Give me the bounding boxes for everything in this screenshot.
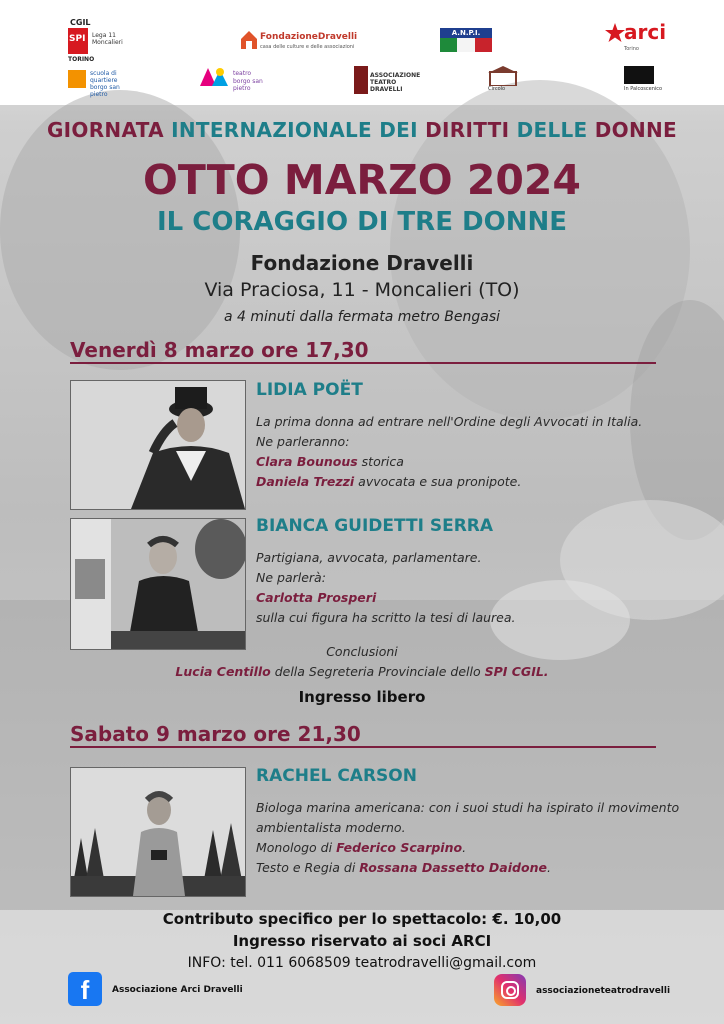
text-run: Biologa marina americana: con i suoi studi ha ispirato il movimento <box>256 800 680 815</box>
associazione-teatro-dravelli-logo: ASSOCIAZIONE TEATRO DRAVELLI <box>354 66 404 94</box>
text-run: sulla cui figura ha scritto la tesi di laurea. <box>256 610 516 625</box>
headline-part: INTERNAZIONALE DEI <box>171 118 426 142</box>
bianca-line <box>256 550 481 565</box>
rachel-line <box>256 860 551 875</box>
day1-date: Venerdì 8 marzo ore 17,30 <box>70 338 369 362</box>
rachel-carson-photo <box>70 767 246 897</box>
speaker-name: Lucia Centillo <box>175 664 271 679</box>
headline-part: DELLE <box>516 118 595 142</box>
teatro-logo: teatro borgo san pietro <box>200 64 280 90</box>
bianca-line <box>256 610 516 625</box>
theater-mask-icon <box>354 66 368 94</box>
lidia-line <box>256 454 404 469</box>
headline-part: GIORNATA <box>46 118 172 142</box>
facebook-icon: f <box>68 972 102 1006</box>
circolo-logo: Circolo <box>484 66 524 92</box>
ticket-price: Contributo specifico per lo spettacolo: €. 10,00 <box>162 910 562 928</box>
lidia-line <box>256 474 521 489</box>
lidia-line <box>256 414 642 429</box>
text-run: . <box>546 860 551 875</box>
day2-divider <box>70 746 656 748</box>
members-only: Ingresso riservato ai soci ARCI <box>232 932 492 950</box>
free-entry: Ingresso libero <box>298 688 426 706</box>
day1-divider <box>70 362 656 364</box>
conclusions-text <box>0 664 724 679</box>
building-icon <box>488 66 518 86</box>
subtitle: IL CORAGGIO DI TRE DONNE <box>157 207 567 237</box>
lidia-line <box>256 434 349 449</box>
text-run: Ne parleranno: <box>256 434 350 449</box>
conclusions-label: Conclusioni <box>326 644 398 659</box>
rachel-line <box>256 820 406 835</box>
author-name: Federico Scarpino <box>336 840 463 855</box>
text-run: avvocata e sua pronipote. <box>354 474 522 489</box>
bianca-line <box>256 570 326 585</box>
org-name: SPI CGIL. <box>484 664 549 679</box>
scuola-quartiere-logo: scuola di quartiere borgo san pietro <box>68 68 124 92</box>
speaker-name: Daniela Trezzi <box>256 474 355 489</box>
lidia-poet-photo <box>70 380 246 510</box>
venue-address: Via Praciosa, 11 - Moncalieri (TO) <box>204 279 520 301</box>
speaker-name: Clara Bounous <box>256 454 358 469</box>
contact-info: INFO: tel. 011 6068509 teatrodravelli@gmail.com <box>187 955 537 971</box>
orange-square-icon <box>68 70 86 88</box>
lidia-poet-name: LIDIA POËT <box>256 380 363 400</box>
speaker-name: Carlotta Prosperi <box>256 590 377 605</box>
instagram-icon <box>494 974 526 1006</box>
bianca-line <box>256 590 376 605</box>
rachel-carson-name: RACHEL CARSON <box>256 766 417 786</box>
instagram-link[interactable]: associazioneteatrodravelli <box>494 974 694 1008</box>
rachel-line <box>256 840 466 855</box>
arci-logo: arci Torino <box>604 20 660 56</box>
facebook-link[interactable]: f Associazione Arci Dravelli <box>68 972 268 1006</box>
headline-part: DIRITTI <box>425 118 517 142</box>
text-run: La prima donna ad entrare nell'Ordine degli Avvocati in Italia. <box>256 414 643 429</box>
metro-note: a 4 minuti dalla fermata metro Bengasi <box>223 309 501 325</box>
colored-shapes-icon <box>200 66 230 86</box>
spi-cgil-logo: CGIL SPI TORINO Lega 11 Moncalieri <box>68 18 123 63</box>
event-headline <box>0 118 724 142</box>
text-run: ambientalista moderno. <box>256 820 406 835</box>
day2-date: Sabato 9 marzo ore 21,30 <box>70 722 361 746</box>
text-run: della Segreteria Provinciale dello <box>270 664 485 679</box>
text-run: . <box>462 840 467 855</box>
black-rect-icon <box>624 66 654 84</box>
text-run: storica <box>357 454 404 469</box>
director-name: Rossana Dassetto Daidone <box>359 860 547 875</box>
text-run: Partigiana, avvocata, parlamentare. <box>256 550 482 565</box>
text-run: Testo e Regia di <box>256 860 360 875</box>
rachel-line <box>256 800 679 815</box>
house-icon <box>240 30 258 50</box>
bianca-guidetti-serra-photo <box>70 518 246 650</box>
anpi-logo: A.N.P.I. <box>440 28 492 52</box>
text-run: Monologo di <box>256 840 337 855</box>
main-title: OTTO MARZO 2024 <box>143 156 581 204</box>
venue-name: Fondazione Dravelli <box>250 251 474 275</box>
headline-part: DONNE <box>594 118 678 142</box>
text-run: Ne parlerà: <box>256 570 326 585</box>
fondazione-dravelli-logo: FondazioneDravelli casa delle culture e delle associazioni <box>240 30 350 54</box>
star-icon <box>604 22 626 44</box>
palcoscenico-logo: In Palcoscenico <box>624 66 664 92</box>
bianca-guidetti-serra-name: BIANCA GUIDETTI SERRA <box>256 516 494 536</box>
